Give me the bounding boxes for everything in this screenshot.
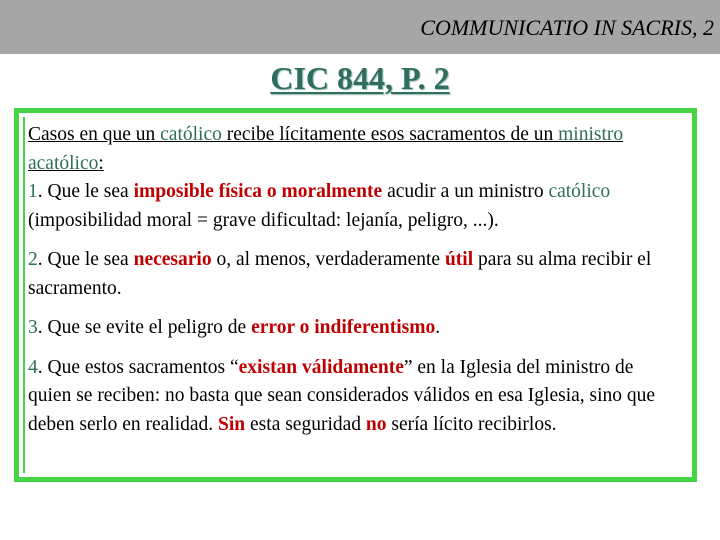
item-text: esta seguridad — [245, 413, 366, 435]
item-number: 1 — [28, 181, 38, 202]
item-emphasis: imposible física o moralmente — [133, 181, 383, 202]
item-number: 4 — [28, 356, 38, 378]
item-emphasis: Sin — [218, 413, 246, 435]
paragraph-gap — [28, 235, 680, 246]
item-text: . Que estos sacramentos “ — [37, 356, 239, 378]
item-text: (imposibilidad moral = grave dificultad: lejanía, peligro, ...). — [28, 209, 499, 231]
item-emphasis: útil — [444, 249, 474, 270]
item-2 — [28, 246, 680, 303]
item-highlight: católico — [548, 181, 611, 202]
item-number: 3 — [28, 317, 38, 338]
intro-text-1: Casos en que un — [28, 124, 161, 145]
intro-text-3: : — [98, 152, 104, 174]
frame-inner-rule — [23, 117, 25, 473]
item-emphasis: necesario — [133, 249, 212, 270]
item-1 — [28, 178, 680, 235]
item-4 — [28, 354, 680, 440]
item-text: . Que le sea — [37, 249, 134, 270]
intro-catolico: católico — [160, 124, 222, 145]
slide-title: CIC 844, P. 2 — [270, 60, 450, 96]
content-text — [28, 121, 680, 439]
item-text: . Que se evite el peligro de — [37, 317, 252, 338]
item-text: para su alma recibir el sacramento. — [28, 249, 652, 299]
item-number: 2 — [28, 249, 38, 270]
header-bar — [0, 0, 720, 54]
paragraph-gap — [28, 343, 680, 354]
item-3 — [28, 314, 680, 343]
item-text: ” en la Iglesia del ministro de quien se reciben: no basta que sean considerados válidos en esa Iglesia, sino que deben serlo en realidad. — [28, 356, 656, 435]
header-title: COMMUNICATIO IN SACRIS, 2 — [420, 15, 714, 40]
item-text: . Que le sea — [37, 181, 134, 202]
intro-ministro: ministro acatólico — [28, 124, 624, 174]
item-text: sería lícito recibirlos. — [386, 413, 557, 435]
intro-paragraph — [28, 121, 680, 178]
item-emphasis: no — [365, 413, 387, 435]
paragraph-gap — [28, 303, 680, 314]
item-emphasis: existan válidamente — [238, 356, 404, 378]
intro-text-2: recibe lícitamente esos sacramentos de un — [221, 124, 559, 145]
item-text: . — [435, 317, 441, 338]
item-text: o, al menos, verdaderamente — [211, 249, 445, 270]
item-text: acudir a un ministro — [382, 181, 549, 202]
item-emphasis: error o indiferentismo — [251, 317, 436, 338]
content-frame — [14, 108, 697, 482]
